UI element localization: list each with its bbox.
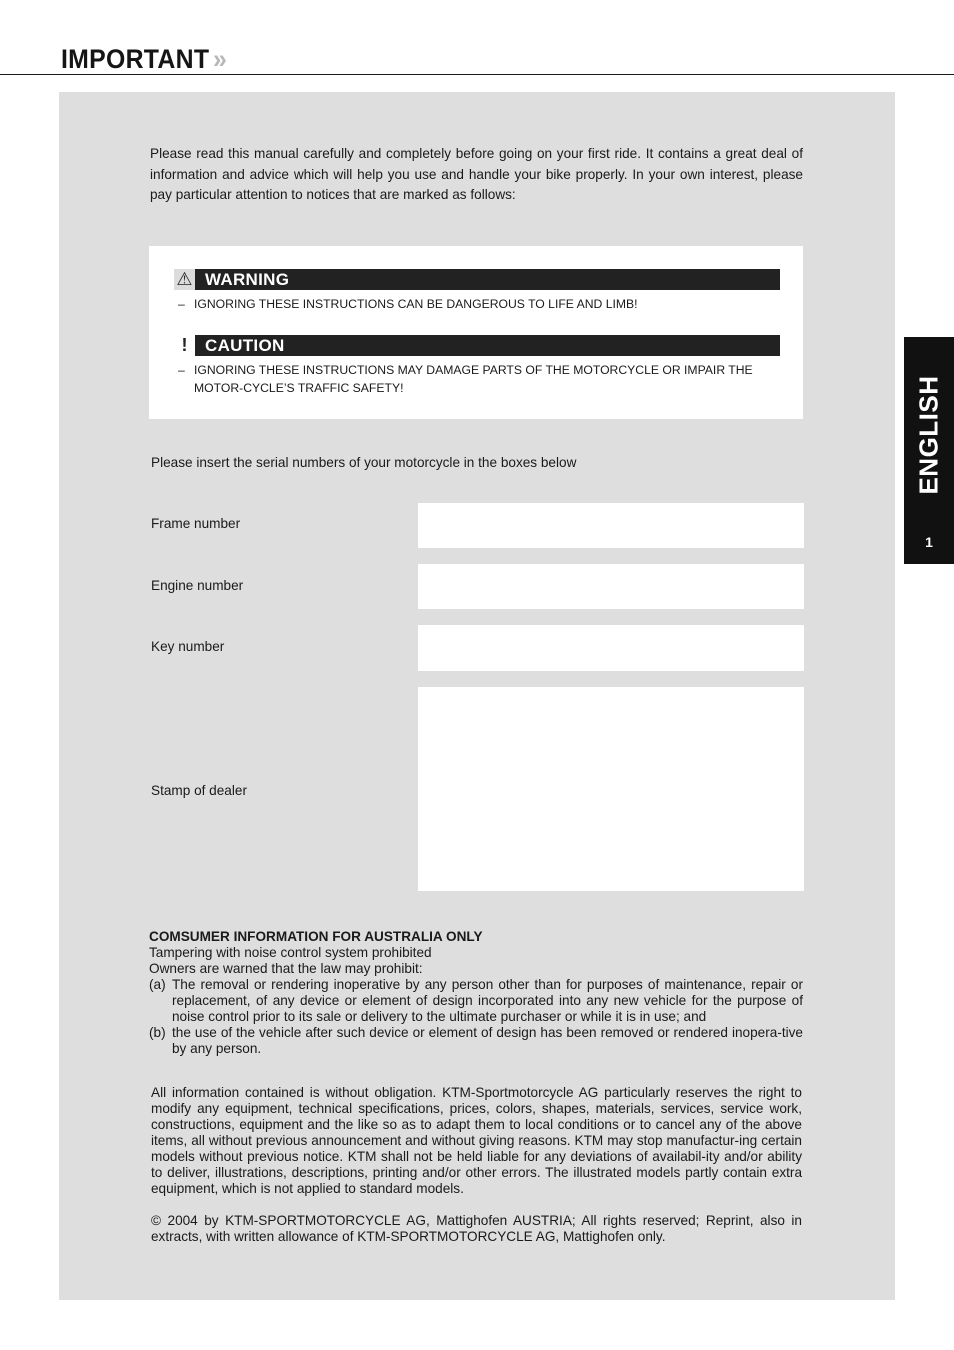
frame-number-label: Frame number: [151, 516, 241, 531]
exclamation-icon: !: [174, 335, 195, 356]
australia-item-b: [149, 1025, 803, 1057]
australia-item-a: [149, 977, 803, 1025]
item-b-text: the use of the vehicle after such device or element of design has been removed or rendered inopera-tive by any person.: [172, 1025, 803, 1056]
australia-consumer-info: [149, 929, 803, 1057]
double-chevron-icon: »: [212, 44, 228, 74]
warning-label: WARNING: [205, 270, 290, 289]
dealer-stamp-field[interactable]: [418, 687, 804, 891]
item-a-text: The removal or rendering inoperative by any person other than for purposes of maintenance, repair or replacement, of any device or element of design incorporated into any new vehicle for the purpose of noise control prior to its sale or delivery to the ultimate purchaser or while it is in use; and: [172, 977, 803, 1024]
notice-box: [149, 246, 803, 419]
warning-bar: [174, 269, 780, 290]
frame-number-field[interactable]: [418, 503, 804, 548]
australia-line-2: Owners are warned that the law may prohibit:: [149, 961, 423, 976]
australia-line-1: Tampering with noise control system prohibited: [149, 945, 432, 960]
australia-heading: COMSUMER INFORMATION FOR AUSTRALIA ONLY: [149, 929, 483, 944]
disclaimer-paragraph: All information contained is without obligation. KTM-Sportmotorcycle AG particularly reserves the right to modify any equipment, technical specifications, prices, colors, shapes, materials, services, service work, constructions, equipment and the like so as to adapt them to local conditions or to cancel any of the above items, all without previous announcement and without giving reasons. KTM may stop manufactur-ing certain models without previous notice. KTM shall not be held liable for any deviations of availabil-ity and/or ability to deliver, illustrations, descriptions, printing and/or other errors. The illustrated models partly contain extra equipment, which is not applied to standard models.: [151, 1085, 802, 1196]
item-b-marker: (b): [149, 1025, 166, 1040]
warning-triangle-icon: ⚠: [174, 269, 195, 290]
item-a-marker: (a): [149, 977, 166, 992]
page-number: 1: [925, 534, 933, 550]
caution-dash: –: [178, 363, 185, 377]
engine-number-label: Engine number: [151, 578, 244, 593]
page-title-text: IMPORTANT: [61, 44, 210, 74]
caution-text-body: IGNORING THESE INSTRUCTIONS MAY DAMAGE PARTS OF THE MOTORCYCLE OR IMPAIR THE MOTOR-CYCLE’S TRAFFIC SAFETY!: [194, 363, 753, 395]
warning-text-body: IGNORING THESE INSTRUCTIONS CAN BE DANGEROUS TO LIFE AND LIMB!: [194, 297, 638, 311]
serial-numbers-intro: Please insert the serial numbers of your motorcycle in the boxes below: [151, 455, 577, 470]
caution-label: CAUTION: [205, 336, 285, 355]
warning-text: [178, 295, 782, 313]
key-number-field[interactable]: [418, 625, 804, 671]
caution-bar: [174, 335, 780, 356]
warning-dash: –: [178, 297, 185, 311]
dealer-stamp-label: Stamp of dealer: [151, 783, 247, 798]
language-side-tab: [904, 337, 954, 564]
page-title: [61, 44, 227, 75]
copyright-notice: © 2004 by KTM-SPORTMOTORCYCLE AG, Mattighofen AUSTRIA; All rights reserved; Reprint, also in extracts, with written allowance of KTM-SPORTMOTORCYCLE AG, Mattighofen only.: [151, 1213, 802, 1244]
language-tab-label: ENGLISH: [913, 375, 944, 495]
engine-number-field[interactable]: [418, 564, 804, 609]
key-number-label: Key number: [151, 639, 225, 654]
page-header: [0, 40, 954, 75]
intro-paragraph: Please read this manual carefully and completely before going on your first ride. It contains a great deal of information and advice which will help you use and handle your bike properly. In your own interest, please pay particular attention to notices that are marked as follows:: [150, 146, 803, 202]
caution-text: [178, 361, 782, 397]
